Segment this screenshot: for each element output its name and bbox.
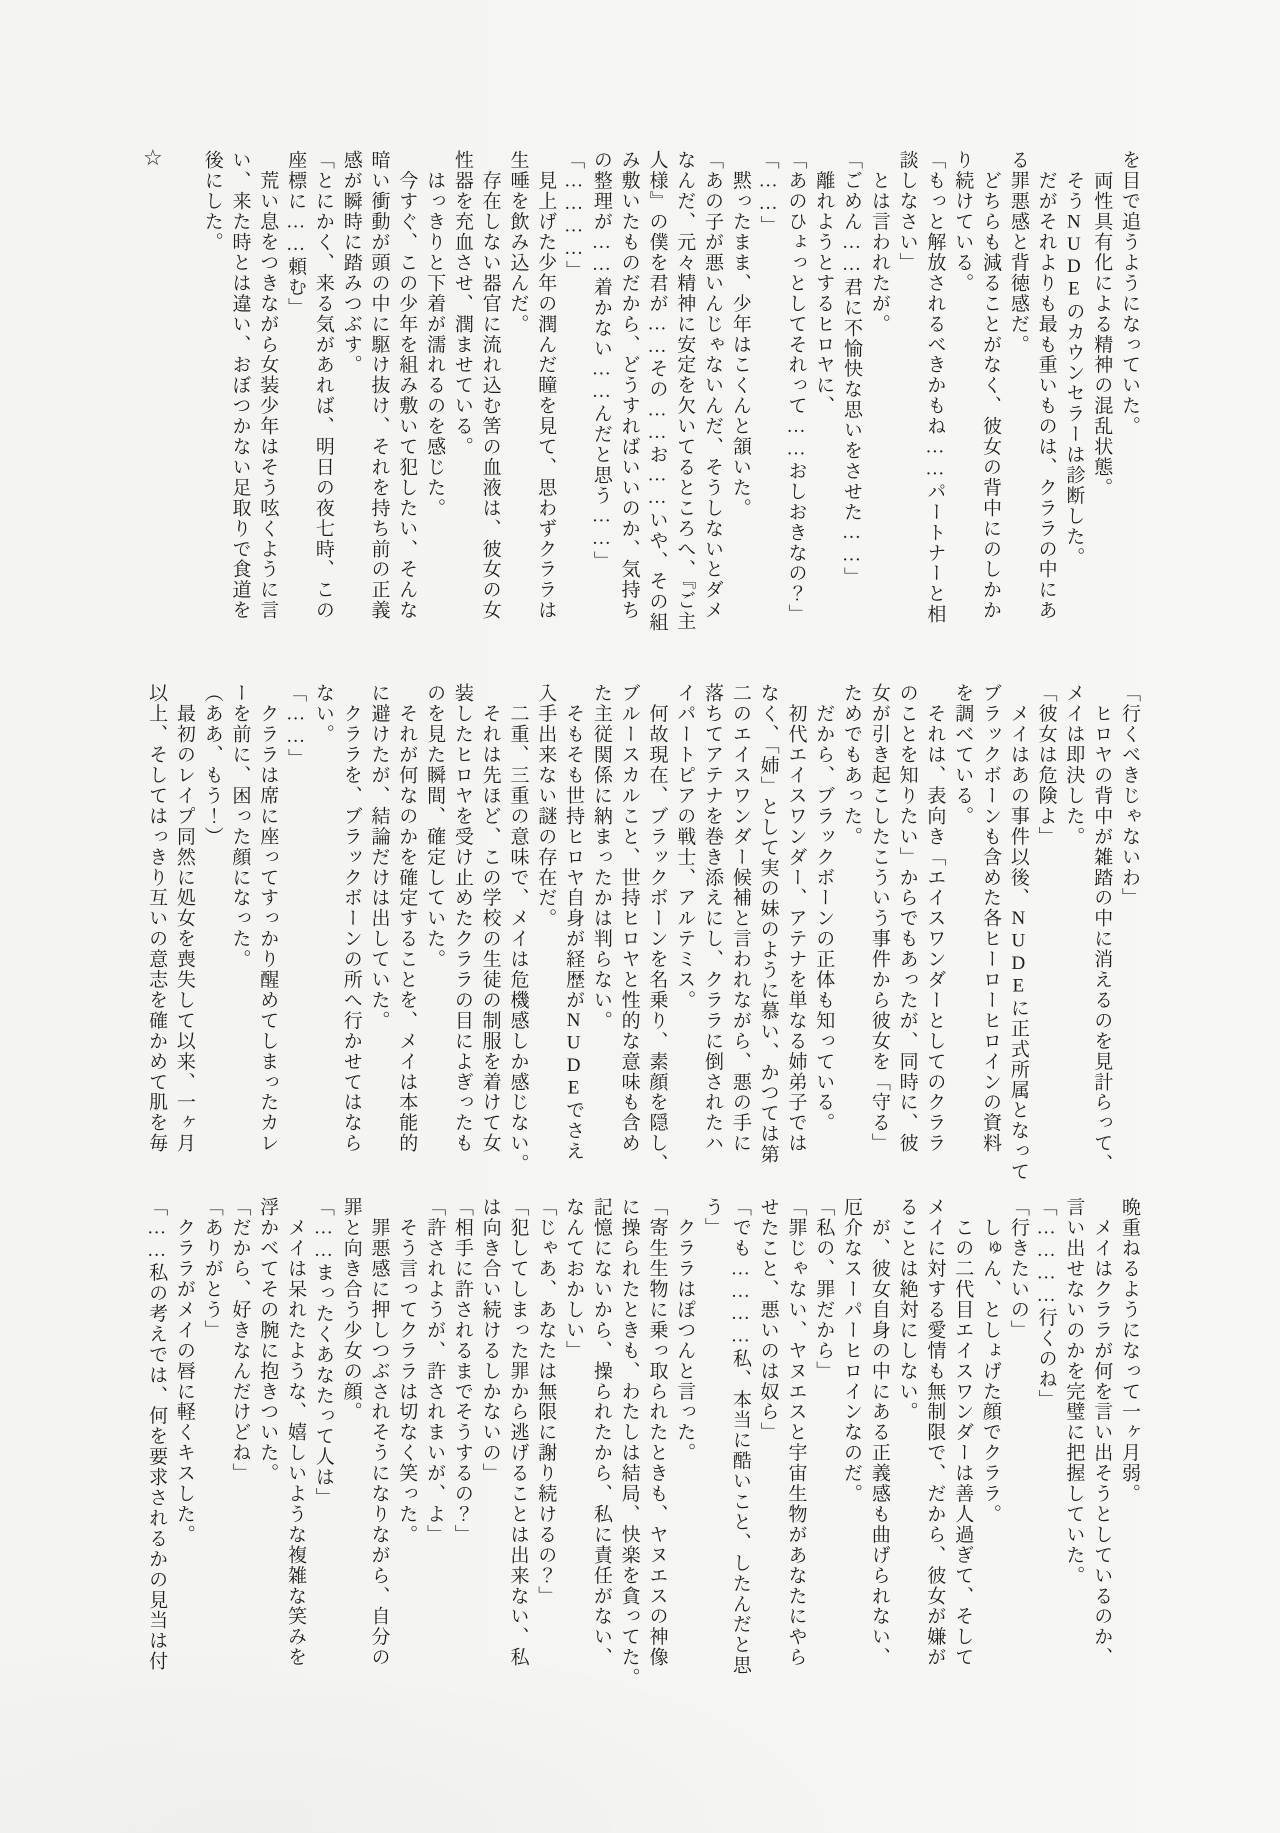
text-column: 言い出せないのかを完璧に把握していた。 [1063,1197,1085,1586]
text-column: はっきりと下着が濡れるのを感じた。 [424,150,446,519]
text-column: 晩重ねるようになって一ヶ月弱。 [1119,1197,1140,1504]
text-column: そうNUDEのカウンセラーは診断した。 [1063,150,1085,567]
text-column: クララはぽつんと言った。 [674,1197,696,1463]
text-column: り続けている。 [952,150,974,294]
text-column: 厄介なスーパーヒロインなのだ。 [841,1197,863,1504]
text-column: 人様』の僕を君が……その……お……いや、その組 [646,150,668,633]
text-column: 「……まったくあなたって人は」 [312,1197,334,1508]
text-column: 二重、三重の意味で、メイは危機感しか感じない。 [507,683,529,1174]
text-column: なんておかしい」 [563,1197,585,1361]
text-column: 存在しない器官に流れ込む筈の血液は、彼女の女 [479,150,501,621]
text-column: 何故現在、ブラックボーンを名乗り、素顔を隠し、 [646,683,668,1174]
section-divider-star: ☆ [143,145,163,170]
text-column: 装したヒロヤを受け止めたクララの目によぎったも [451,683,473,1154]
text-column: 暗い衝動が頭の中に駆け抜け、それを持ち前の正義 [368,150,390,621]
text-column: の整理が……着かない……んだと思う……」 [590,150,612,571]
text-column: この二代目エイスワンダーは善人過ぎて、そして [952,1197,974,1668]
text-column: なんだ、元々精神に安定を欠いてるところへ、『ご主 [674,150,696,632]
text-column: メイは呆れたような、嬉しいような複雑な笑みを [285,1197,307,1668]
text-column: クララがメイの唇に軽くキスした。 [173,1197,195,1545]
text-column: メイはあの事件以後、NUDEに正式所属となって [1007,683,1029,1182]
text-column: 浮かべてその腕に抱きついた。 [257,1197,279,1484]
text-column: クララを、ブラックボーンの所へ行かせてはなら [340,683,362,1154]
text-column: メイに対する愛情も無制限で、だから、彼女が嫌が [924,1197,946,1668]
text-column: とは言われたが。 [868,150,890,335]
text-column: 感が瞬時に踏みつぶす。 [340,150,362,375]
text-column: しゅん、としょげた顔でクララ。 [980,1197,1002,1525]
text-column: だがそれよりも最も重いものは、クララの中にあ [1035,150,1057,621]
text-column: 最初のレイプ同然に処女を喪失して以来、一ヶ月 [173,683,195,1154]
text-column: ヒロヤの背中が雑踏の中に消えるのを見計らって、 [1091,683,1113,1174]
text-column: のを見た瞬間、確定していた。 [424,683,446,970]
text-column: 「ありがとう」 [201,1197,223,1341]
text-column: 「あのひょっとしてそれって……おしおきなの？」 [785,150,807,625]
text-column: 二のエイスワンダー候補と言われながら、悪の手に [729,683,751,1154]
text-column: に避けたが、結論だけは出していた。 [368,683,390,1031]
text-column: 荒い息をつきながら女装少年はそう呟くように言 [257,150,279,621]
text-column: 罪悪感に押しつぶされそうになりながら、自分の [368,1197,390,1668]
text-column: 記憶にないから、操られたから、私に責任がない、 [590,1197,612,1668]
text-column: そもそも世持ヒロヤ自身が経歴がNUDEでさえ [563,683,585,1162]
text-column: 座標に……頼む」 [285,150,307,318]
text-column: 「…………」 [563,150,585,281]
text-column: 離れようとするヒロヤに、 [813,150,835,416]
text-column: 「行くべきじゃないわ」 [1119,683,1140,908]
text-column: 「寄生生物に乗っ取られたときも、ヤヌエスの神像 [646,1197,668,1668]
text-column: 性器を充血させ、潤ませている。 [451,150,473,457]
text-column: ない。 [312,683,334,745]
text-column: 「……」 [285,683,307,769]
text-column: 以上、そしてはっきり互いの意志を確かめて肌を毎 [146,683,168,1154]
text-column: だから、ブラックボーンの正体も知っている。 [813,683,835,1133]
text-column: 罪と向き合う少女の顔。 [340,1197,362,1422]
text-column: 「もっと解放されるべきかもね……パートナーと相 [924,150,946,625]
text-band-middle [142,683,1143,1182]
text-column: 見上げた少年の潤んだ瞳を見て、思わずクララは [535,150,557,621]
text-column: メイはクララが何を言い出そうとしているのか、 [1091,1197,1113,1668]
text-column: 入手出来ない謎の存在だ。 [535,683,557,929]
text-column: それが何なのかを確定することを、メイは本能的 [396,683,418,1154]
text-column: み敷いたものだから、どうすればいいのか、気持ち [618,150,640,621]
text-column: 「彼女は危険よ」 [1035,683,1057,847]
text-column: 「私の、罪だから」 [813,1197,835,1382]
text-column: のことを知りたい」からでもあったが、同時に、彼 [896,683,918,1154]
text-column: 「でも…………私、本当に酷いこと、したんだと思 [729,1197,751,1676]
text-column: る罪悪感と背徳感だ。 [1007,150,1029,355]
text-column: 「じゃあ、あなたは無限に謝り続けるの？」 [535,1197,557,1606]
text-column: 女が引き起こしたこういう事件から彼女を「守る」 [868,683,890,1154]
text-column: 「だから、好きなんだけどね」 [229,1197,251,1484]
text-column: ることは絶対にしない。 [896,1197,918,1422]
text-column: 両性具有化による精神の混乱状態。 [1091,150,1113,498]
text-column: に操られたときも、わたしは結局、快楽を貪ってた。 [618,1197,640,1688]
text-column: 「相手に許されるまでそうするの？」 [451,1197,473,1545]
text-column: 「行きたいの」 [1007,1197,1029,1341]
text-column: せたこと、悪いのは奴ら」 [757,1197,779,1443]
text-column: は向き合い続けるしかないの」 [479,1197,501,1484]
text-column: 今すぐ、この少年を組み敷いて犯したい、そんな [396,150,418,621]
text-column: た主従関係に納まったかは判らない。 [590,683,612,1031]
text-column: メイは即決した。 [1063,683,1085,847]
text-column: ーを前に、困った顔になった。 [229,683,251,970]
text-column: ブルースカルこと、世持ヒロヤと性的な意味も含め [618,683,640,1154]
text-column: が、彼女自身の中にある正義感も曲げられない、 [868,1197,890,1668]
text-column: 「罪じゃない、ヤヌエスと宇宙生物があなたにやら [785,1197,807,1668]
text-column: （ああ、もう！） [201,683,223,847]
text-column: 「とにかく、来る気があれば、明日の夜七時、この [312,150,334,621]
text-column: 「…………行くのね」 [1035,1197,1057,1410]
text-column: そう言ってクララは切なく笑った。 [396,1197,418,1545]
text-column: う」 [702,1197,724,1238]
text-column: 「許されようが、許されまいが、よ」 [424,1197,446,1545]
text-column: 初代エイスワンダー、アテナを単なる姉弟子では [785,683,807,1154]
text-column: ためでもあった。 [841,683,863,847]
text-column: 黙ったまま、少年はこくんと頷いた。 [729,150,751,519]
text-column: 「……」 [757,150,779,236]
text-column: 後にした。 [201,150,223,253]
text-band-bottom [142,1197,1143,1688]
text-column: どちらも減ることがなく、彼女の背中にのしかか [980,150,1002,621]
text-column: それは、表向き「エイスワンダーとしてのクララ [924,683,946,1154]
text-column: イパートピアの戦士、アルテミス。 [674,683,696,1011]
text-column: 落ちてアテナを巻き添えにし、クララに倒されたハ [702,683,724,1154]
text-column: 「ごめん……君に不愉快な思いをさせた……」 [841,150,863,588]
text-column: 「……私の考えでは、何を要求されるかの見当は付 [146,1197,168,1672]
text-column: を目で追うようになっていた。 [1119,150,1140,437]
text-column: い、来た時とは違い、おぼつかない足取りで食道を [229,150,251,621]
text-band-top [198,150,1143,634]
text-column: を調べている。 [952,683,974,827]
text-column: 「あの子が悪いんじゃないんだ、そうしないとダメ [702,150,724,621]
text-column: ブラックボーンも含めた各ヒーローヒロインの資料 [980,683,1002,1154]
text-column: なく、「姉」として実の妹のように慕い、かつては第 [757,683,779,1165]
text-column: 「犯してしまった罪から逃げることは出来ない、私 [507,1197,529,1668]
text-column: クララは席に座ってすっかり醒めてしまったカレ [257,683,279,1154]
text-column: 生唾を飲み込んだ。 [507,150,529,335]
text-column: それは先ほど、この学校の生徒の制服を着けて女 [479,683,501,1154]
text-column: 談しなさい」 [896,150,918,273]
